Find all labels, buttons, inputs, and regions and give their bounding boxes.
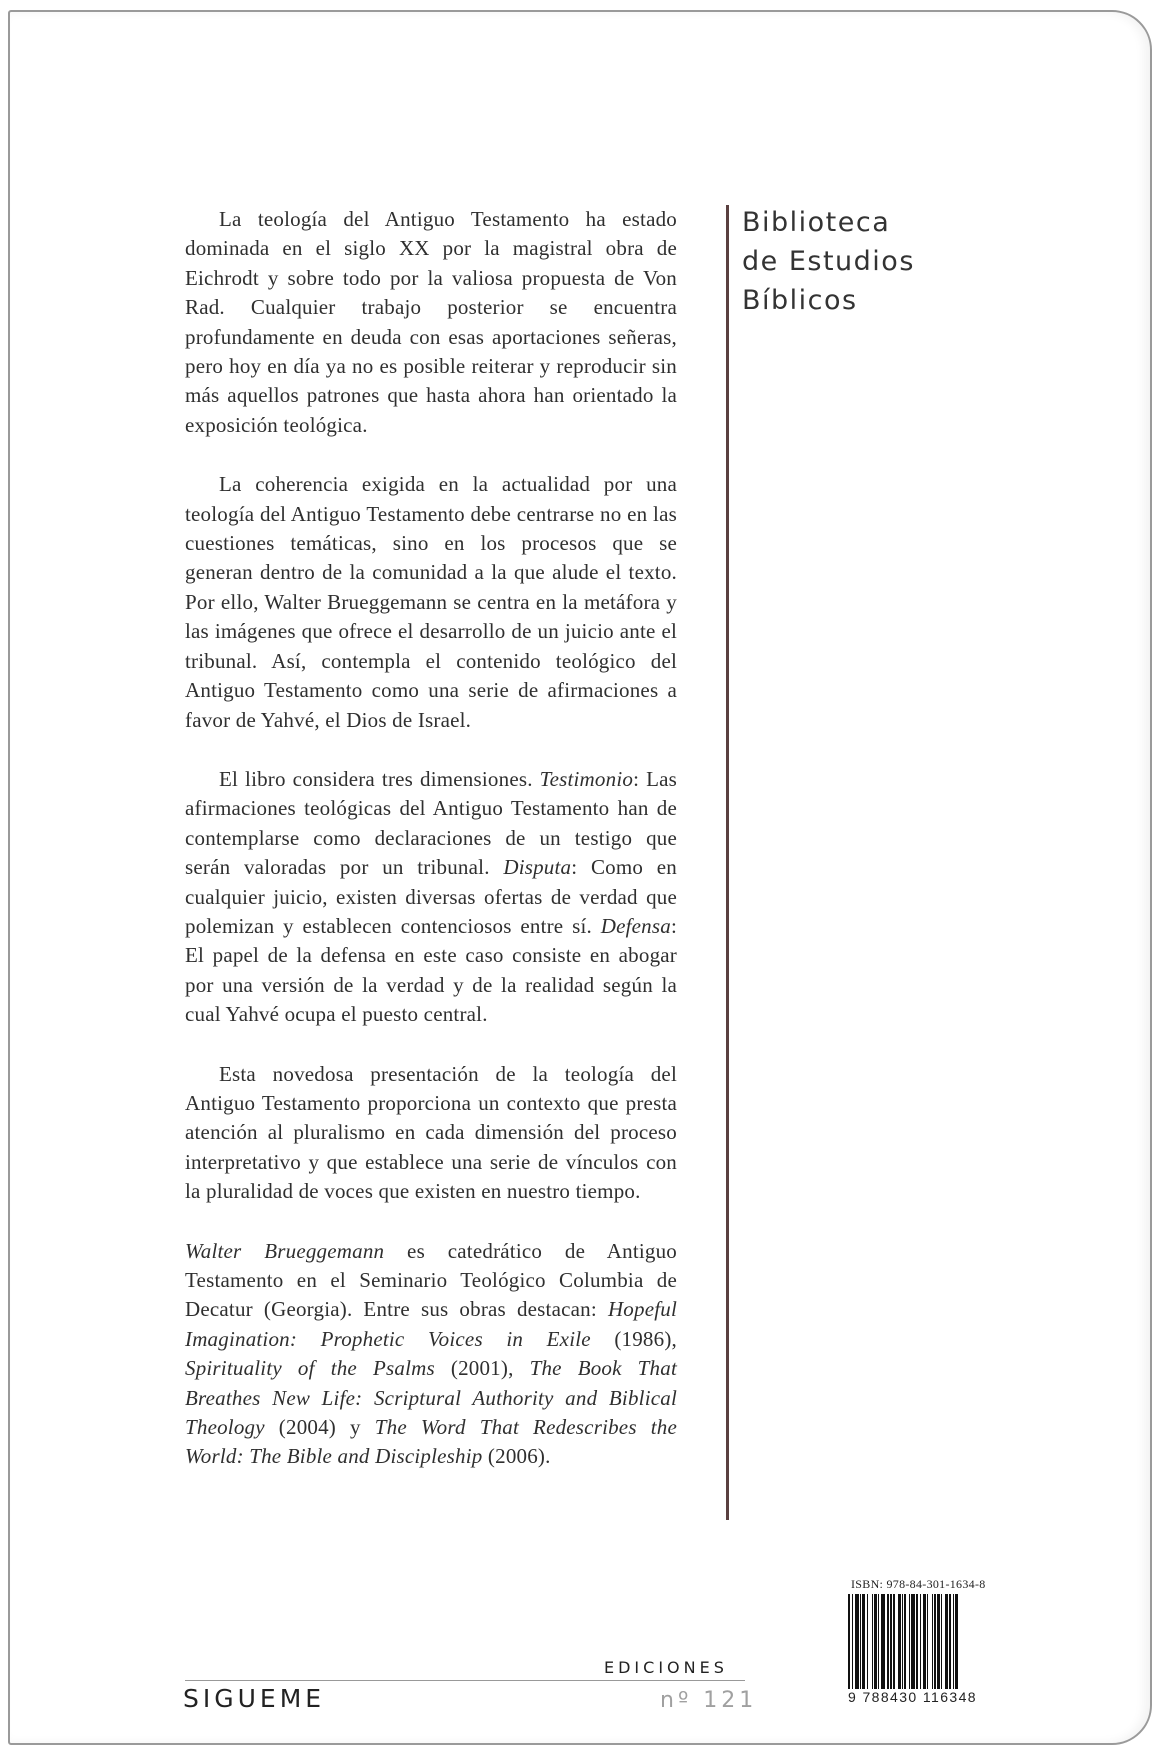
isbn-label: ISBN: 978-84-301-1634-8 (851, 1577, 986, 1591)
series-line-3: Bíblicos (742, 285, 858, 316)
paragraph-4: Esta novedosa presentación de la teología del Antiguo Testamento proporciona un contexto que presta atención al pluralismo en cada dimensión del proceso interpretativo y que establece una serie de vínculos con la pluralidad de voces que existen en nuestro tiempo. (185, 1061, 677, 1204)
publisher-rule (185, 1680, 745, 1681)
term-testimonio: Testimonio (539, 766, 634, 791)
volume-number: nº 121 (660, 1688, 758, 1713)
author-name: Walter Brueggemann (185, 1238, 385, 1263)
author-bio (185, 1237, 677, 1472)
paragraph-2: La coherencia exigida en la actualidad por una teología del Antiguo Testamento debe centrarse no en las cuestiones temáticas, sino en los procesos que se generan dentro de la comunidad a la que alude el texto. Por ello, Walter Brueggemann se centra en la metáfora y las imágenes que ofrece el desarrollo de un juicio ante el tribunal. Así, contempla el contenido teológico del Antiguo Testamento como una serie de afirmaciones a favor de Yahvé, el Dios de Israel. (185, 472, 677, 732)
p3-text3: : El papel de la defensa en este caso consiste en abogar por una versión de la verdad y de la realidad según la cual Yahvé ocupa el puesto central. (185, 913, 677, 1027)
publisher-name: SIGUEME (183, 1684, 326, 1713)
barcode (848, 1594, 996, 1689)
book-title-1: Hopeful Imagination: Prophetic Voices in Exile (185, 1297, 677, 1351)
p3-text2: : Como en cualquier juicio, existen diversas ofertas de verdad que polemizan y establecen contenciosos entre sí. (185, 855, 678, 938)
series-line-2: de Estudios (742, 246, 915, 277)
paragraph-3 (185, 765, 677, 1030)
bio-text-3: (2001), (434, 1356, 530, 1381)
bio-text-4: (2004) y (264, 1415, 375, 1440)
series-title (742, 203, 915, 320)
book-title-3: The Book That Breathes New Life: Scriptural Authority and Biblical Theology (185, 1356, 677, 1440)
bio-text-2: (1986), (590, 1326, 677, 1351)
p3-intro: El libro considera tres dimensiones. (219, 766, 540, 791)
bio-text-1: es catedrático de Antiguo Testamento en el Seminario Teológico Columbia de Decatur (Georgia). Entre sus obras destacan: (185, 1238, 677, 1322)
p3-text1: : Las afirmaciones teológicas del Antiguo Testamento han de contemplarse como declaraciones de un testigo que serán valoradas por un tribunal. (185, 766, 677, 880)
book-title-2: Spirituality of the Psalms (185, 1356, 435, 1381)
vertical-divider (726, 205, 729, 1520)
bio-text-5: (2006). (482, 1444, 551, 1469)
series-line-1: Biblioteca (742, 207, 891, 238)
term-defensa: Defensa (600, 913, 671, 938)
synopsis-text (185, 205, 677, 1502)
barcode-digits: 9 788430 116348 (848, 1689, 977, 1705)
term-disputa: Disputa (503, 855, 572, 880)
barcode-stripe (958, 1594, 960, 1689)
paragraph-1: La teología del Antiguo Testamento ha estado dominada en el siglo XX por la magistral obra de Eichrodt y sobre todo por la valiosa propuesta de Von Rad. Cualquier trabajo posterior se encuentra profundamente en deuda con esas aportaciones señeras, pero hoy en día ya no es posible reiterar y reproducir sin más aquellos patrones que hasta ahora han orientado la exposición teológica. (185, 207, 677, 437)
book-title-4: The Word That Redescribes the World: The Bible and Discipleship (185, 1415, 677, 1469)
publisher-imprint: EDICIONES (604, 1658, 728, 1677)
